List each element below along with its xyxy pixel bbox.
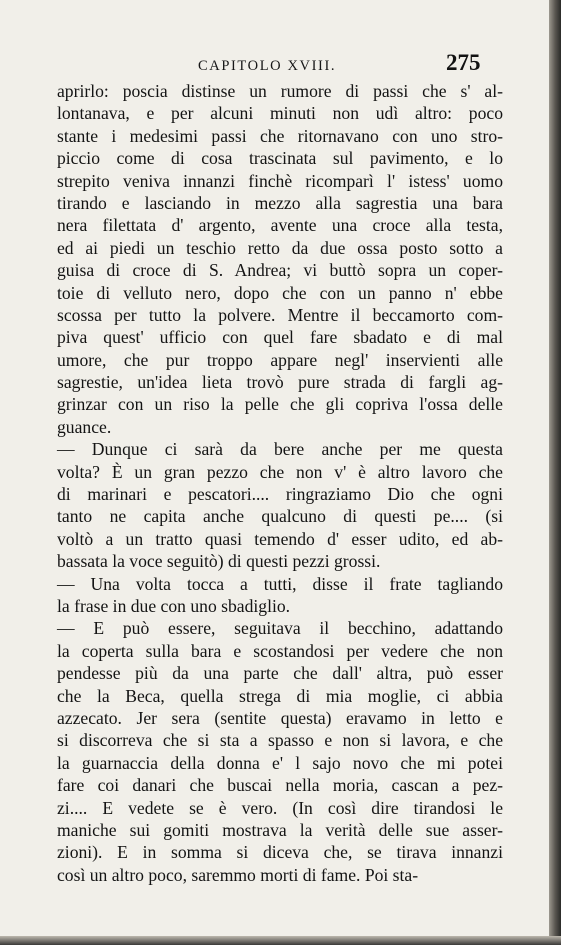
paragraph bbox=[57, 573, 503, 618]
text-line: zioni). E in somma si diceva che, se tirava innanzi bbox=[57, 842, 503, 863]
text-line: fare coi danari che buscai nella moria, cascan a pez- bbox=[57, 775, 503, 796]
text-line: bassata la voce seguitò) di questi pezzi grossi. bbox=[57, 551, 381, 572]
text-line: piva quest' ufficio con quel fare sbadato e di mal bbox=[57, 327, 503, 348]
running-header bbox=[0, 50, 553, 80]
text-line: — Una volta tocca a tutti, disse il frate tagliando bbox=[57, 573, 503, 594]
text-line: aprirlo: poscia distinse un rumore di passi che s' al- bbox=[57, 81, 503, 101]
page-edge-shadow bbox=[549, 0, 561, 945]
text-line: zi.... E vedete se è vero. (In così dire tirandosi le bbox=[57, 797, 503, 818]
text-line: scossa per tutto la polvere. Mentre il beccamorto com- bbox=[57, 304, 503, 325]
text-line: strepito veniva innanzi finchè ricomparì l' istess' uomo bbox=[57, 170, 503, 191]
text-line: azzecato. Jer sera (sentite questa) eravamo in letto e bbox=[57, 707, 503, 728]
text-line: stante i medesimi passi che ritornavano con uno stro- bbox=[57, 125, 503, 146]
text-line: — E può essere, seguitava il becchino, adattando bbox=[57, 618, 503, 639]
chapter-title: CAPITOLO XVIII. bbox=[198, 58, 337, 74]
text-line: voltò a un tratto quasi temendo d' esser udito, ed ab- bbox=[57, 528, 503, 549]
text-line: — Dunque ci sarà da bere anche per me questa bbox=[57, 439, 503, 460]
text-line: volta? È un gran pezzo che non v' è altro lavoro che bbox=[57, 461, 503, 482]
text-line: così un altro poco, saremmo morti di fame. Poi sta- bbox=[57, 864, 419, 885]
page-number: 275 bbox=[446, 50, 481, 75]
text-line: toie di velluto nero, dopo che con un panno n' ebbe bbox=[57, 282, 503, 303]
body-text bbox=[57, 80, 503, 886]
text-line: nera filettata d' argento, avente una croce alla testa, bbox=[57, 215, 503, 236]
page-bottom-shadow bbox=[0, 936, 561, 945]
paragraph bbox=[57, 438, 503, 572]
text-line: si discorreva che si sta a spasso e non si lavora, e che bbox=[57, 730, 503, 751]
text-line: la frase in due con uno sbadiglio. bbox=[57, 595, 291, 616]
text-line: ed ai piedi un teschio retto da due ossa posto sotto a bbox=[57, 237, 503, 258]
text-line: guisa di croce di S. Andrea; vi buttò sopra un coper- bbox=[57, 260, 503, 281]
paragraph bbox=[57, 617, 503, 886]
text-line: piccio come di cosa trascinata sul pavimento, e lo bbox=[57, 148, 503, 169]
text-line: sagrestie, un'idea lieta trovò pure strada di fargli ag- bbox=[57, 372, 503, 393]
paragraph bbox=[57, 80, 503, 438]
text-line: la coperta sulla bara e scostandosi per vedere che non bbox=[57, 640, 503, 661]
text-line: pendesse più da una parte che dall' altra, può esser bbox=[57, 663, 503, 684]
text-line: tirando e lasciando in mezzo alla sagrestia una bara bbox=[57, 192, 503, 213]
text-line: di marinari e pescatori.... ringraziamo Dio che ogni bbox=[57, 484, 503, 505]
text-line: grinzar con un riso la pelle che gli copriva l'ossa delle bbox=[57, 394, 503, 415]
text-line: tanto ne capita anche qualcuno di questi pe.... (si bbox=[57, 506, 503, 527]
text-line: che la Beca, quella strega di mia moglie, ci abbia bbox=[57, 685, 503, 706]
text-line: la guarnaccia della donna e' l sajo novo che mi potei bbox=[57, 752, 503, 773]
text-line: guance. bbox=[57, 416, 112, 437]
text-line: maniche sui gomiti mostrava la verità delle sue asser- bbox=[57, 819, 503, 840]
text-line: lontanava, e per alcuni minuti non udì altro: poco bbox=[57, 103, 503, 124]
text-line: umore, che pur troppo appare negl' inservienti alle bbox=[57, 349, 503, 370]
